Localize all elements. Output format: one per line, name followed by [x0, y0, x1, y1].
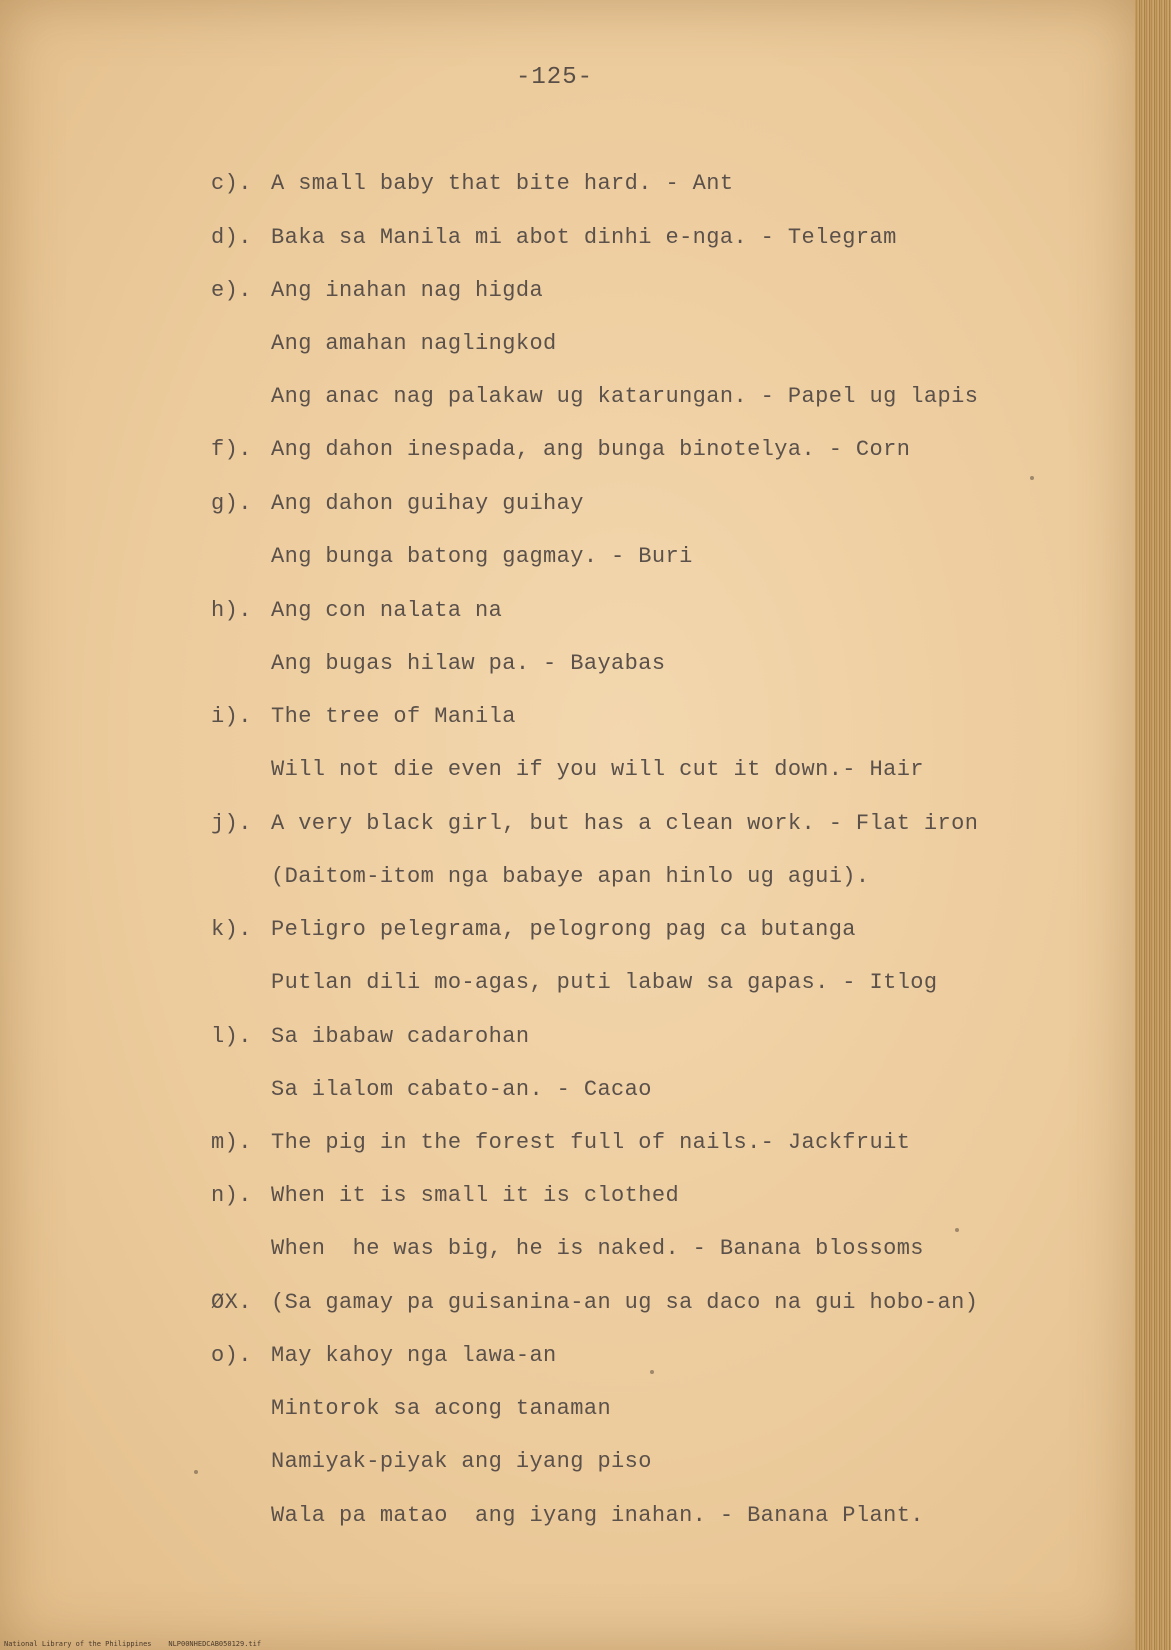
riddle-marker: k). [211, 917, 252, 942]
riddle-text: Peligro pelegrama, pelogrong pag ca butanga [271, 917, 856, 942]
riddle-text: When he was big, he is naked. - Banana blossoms [271, 1236, 924, 1261]
riddle-text: Ang bunga batong gagmay. - Buri [271, 544, 693, 569]
riddle-marker: e). [211, 278, 252, 303]
riddle-text: Ang inahan nag higda [271, 278, 544, 303]
riddle-text: (Daitom-itom nga babaye apan hinlo ug agui). [271, 864, 870, 889]
riddle-text: When it is small it is clothed [271, 1183, 680, 1208]
page-number: -125- [516, 64, 594, 91]
riddle-marker: n). [211, 1183, 252, 1208]
riddle-text: May kahoy nga lawa-an [271, 1343, 557, 1368]
riddle-text: Putlan dili mo-agas, puti labaw sa gapas. - Itlog [271, 970, 938, 995]
riddle-marker: f). [211, 437, 252, 462]
riddle-text: Will not die even if you will cut it down.- Hair [271, 757, 924, 782]
riddle-text: Ang con nalata na [271, 598, 503, 623]
riddle-text: Ang anac nag palakaw ug katarungan. - Papel ug lapis [271, 384, 979, 409]
riddle-text: Ang bugas hilaw pa. - Bayabas [271, 651, 666, 676]
riddle-marker: o). [211, 1343, 252, 1368]
riddle-text: Mintorok sa acong tanaman [271, 1396, 612, 1421]
riddle-text: A very black girl, but has a clean work. - Flat iron [271, 811, 979, 836]
riddle-marker: ØX. [211, 1290, 252, 1315]
riddle-line [0, 1478, 924, 1553]
riddle-text: Ang dahon guihay guihay [271, 491, 584, 516]
paper-speck [955, 1228, 959, 1232]
riddle-marker: j). [211, 811, 252, 836]
riddle-marker: c). [211, 171, 252, 196]
riddle-marker: m). [211, 1130, 252, 1155]
riddle-marker: g). [211, 491, 252, 516]
riddle-text: Sa ilalom cabato-an. - Cacao [271, 1077, 652, 1102]
scan-footer: National Library of the Philippines NLP00NHEDCAB050129.tif [4, 1640, 262, 1648]
riddle-text: Sa ibabaw cadarohan [271, 1024, 530, 1049]
book-page-edges [1135, 0, 1171, 1650]
riddle-text: Wala pa matao ang iyang inahan. - Banana Plant. [271, 1503, 924, 1528]
riddle-text: The tree of Manila [271, 704, 516, 729]
riddle-marker: h). [211, 598, 252, 623]
riddle-text: Namiyak-piyak ang iyang piso [271, 1449, 652, 1474]
riddle-marker: i). [211, 704, 252, 729]
riddle-text: Ang amahan naglingkod [271, 331, 557, 356]
riddle-text: Baka sa Manila mi abot dinhi e-nga. - Telegram [271, 225, 897, 250]
riddle-marker: l). [211, 1024, 252, 1049]
riddle-marker: d). [211, 225, 252, 250]
riddle-text: (Sa gamay pa guisanina-an ug sa daco na gui hobo-an) [271, 1290, 979, 1315]
riddle-text: Ang dahon inespada, ang bunga binotelya. - Corn [271, 437, 911, 462]
paper-speck [650, 1370, 654, 1374]
riddle-text: The pig in the forest full of nails.- Jackfruit [271, 1130, 911, 1155]
riddle-text: A small baby that bite hard. - Ant [271, 171, 734, 196]
paper-speck [194, 1470, 198, 1474]
paper-speck [1030, 476, 1034, 480]
